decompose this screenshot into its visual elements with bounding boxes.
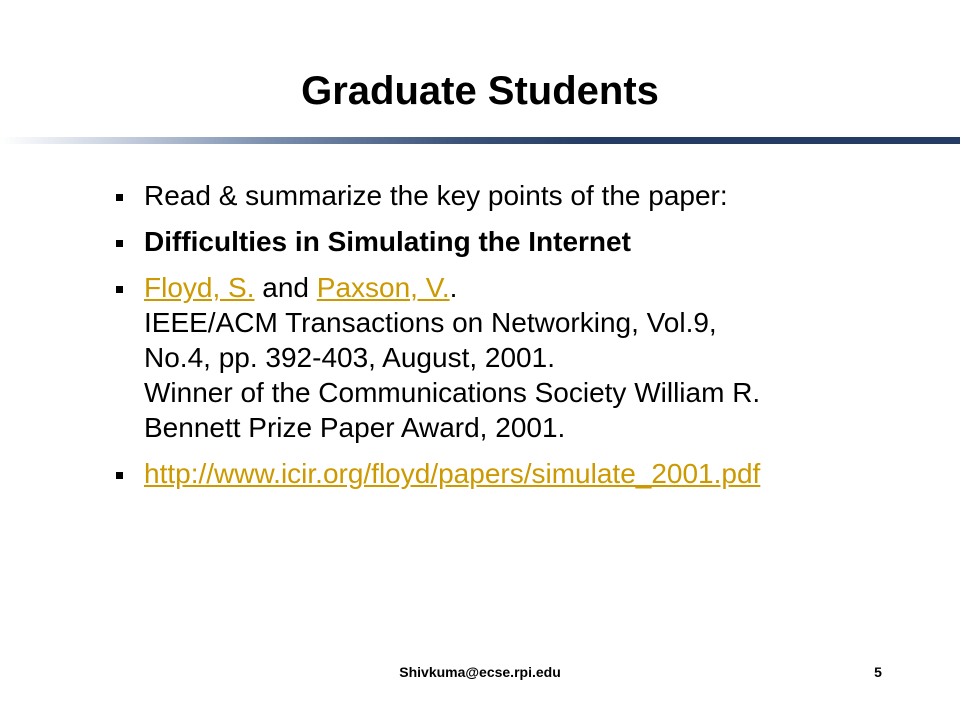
authors-period: . <box>449 272 458 303</box>
authors-and: and <box>254 272 317 303</box>
award-line-1: Winner of the Communications Society William R. <box>144 377 761 408</box>
square-bullet-icon <box>116 286 123 293</box>
bullet-item <box>112 178 912 213</box>
bullet-list <box>112 178 912 491</box>
authors-line <box>144 270 912 305</box>
title-divider <box>0 137 960 144</box>
citation-journal: IEEE/ACM Transactions on Networking, Vol.9, <box>144 307 717 338</box>
footer-email: Shivkuma@ecse.rpi.edu <box>399 664 561 680</box>
author-link-floyd[interactable]: Floyd, S. <box>144 272 255 303</box>
square-bullet-icon <box>116 240 123 247</box>
page-number: 5 <box>874 664 882 680</box>
bullet-item <box>112 224 912 259</box>
bullet-item <box>112 456 912 491</box>
square-bullet-icon <box>116 194 123 201</box>
bullet-item <box>112 270 912 445</box>
author-link-paxson[interactable]: Paxson, V. <box>316 272 450 303</box>
square-bullet-icon <box>116 472 123 479</box>
paper-url-link[interactable]: http://www.icir.org/floyd/papers/simulate_2001.pdf <box>144 458 761 489</box>
bullet-text: Read & summarize the key points of the paper: <box>144 180 728 211</box>
citation-issue: No.4, pp. 392-403, August, 2001. <box>144 342 555 373</box>
paper-title: Difficulties in Simulating the Internet <box>144 226 631 257</box>
award-line-2: Bennett Prize Paper Award, 2001. <box>144 412 566 443</box>
slide-title: Graduate Students <box>301 69 659 113</box>
